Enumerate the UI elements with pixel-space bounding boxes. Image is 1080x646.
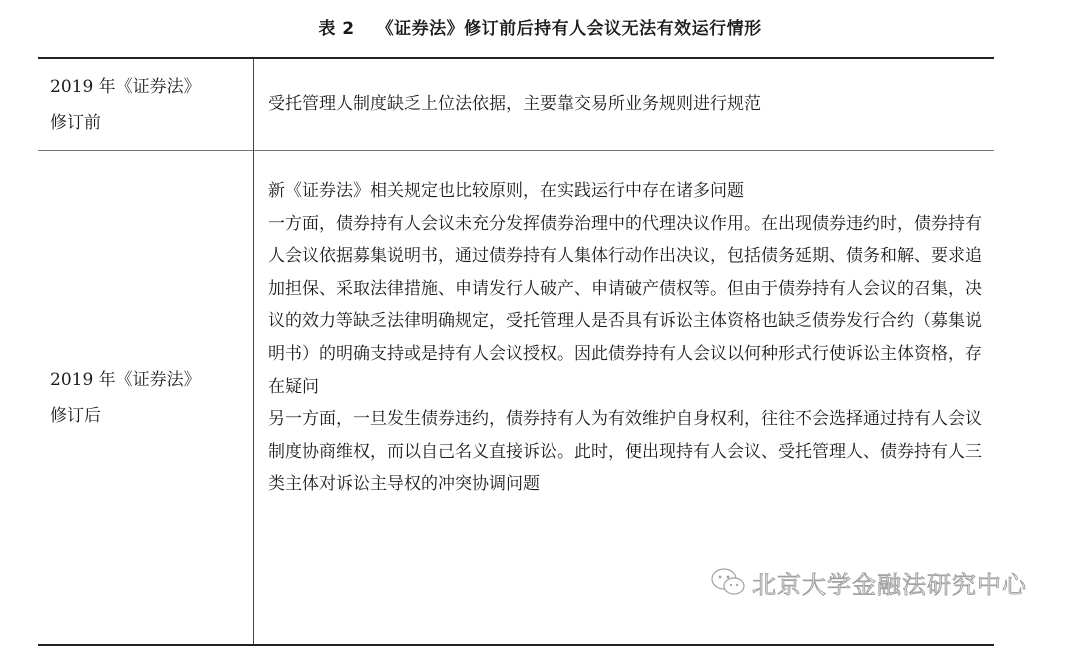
content-paragraph: 新《证券法》相关规定也比较原则，在实践运行中存在诸多问题: [268, 181, 744, 201]
content-paragraph: 另一方面，一旦发生债券违约，债券持有人为有效维护自身权利，往往不会选择通过持有人会议制度协商维权，而以自己名义直接诉讼。此时，便出现持有人会议、受托管理人、债券持有人三类主体对诉讼主导权的冲突协调问题: [268, 409, 982, 495]
row-label-cell: [38, 58, 254, 151]
row-label-line: 修订后: [50, 405, 101, 426]
table-title: 《证券法》修订前后持有人会议无法有效运行情形: [376, 19, 762, 39]
table-caption: [0, 14, 1080, 39]
table-number: 表 2: [318, 19, 355, 39]
watermark-text: 北京大学金融法研究中心: [752, 570, 1027, 599]
comparison-table: [38, 57, 994, 646]
table-row: [38, 58, 994, 151]
row-label-cell: [38, 151, 254, 646]
row-label-line: 修订前: [50, 112, 101, 133]
content-paragraph: 一方面，债券持有人会议未充分发挥债券治理中的代理决议作用。在出现债券违约时，债券持有人会议依据募集说明书，通过债券持有人集体行动作出决议，包括债务延期、债务和解、要求追加担保、采取法律措施、申请发行人破产、申请破产债权等。但由于债券持有人会议的召集，决议的效力等缺乏法律明确规定，受托管理人是否具有诉讼主体资格也缺乏债券发行合约（募集说明书）的明确支持或是持有人会议授权。因此债券持有人会议以何种形式行使诉讼主体资格，存在疑问: [268, 213, 982, 397]
watermark: [710, 562, 1050, 602]
row-content-cell: [254, 58, 995, 151]
row-label-line: 2019 年《证券法》: [50, 76, 201, 97]
wechat-icon: [710, 567, 746, 597]
row-label-line: 2019 年《证券法》: [50, 369, 201, 390]
content-paragraph: 受托管理人制度缺乏上位法依据，主要靠交易所业务规则进行规范: [268, 94, 761, 115]
